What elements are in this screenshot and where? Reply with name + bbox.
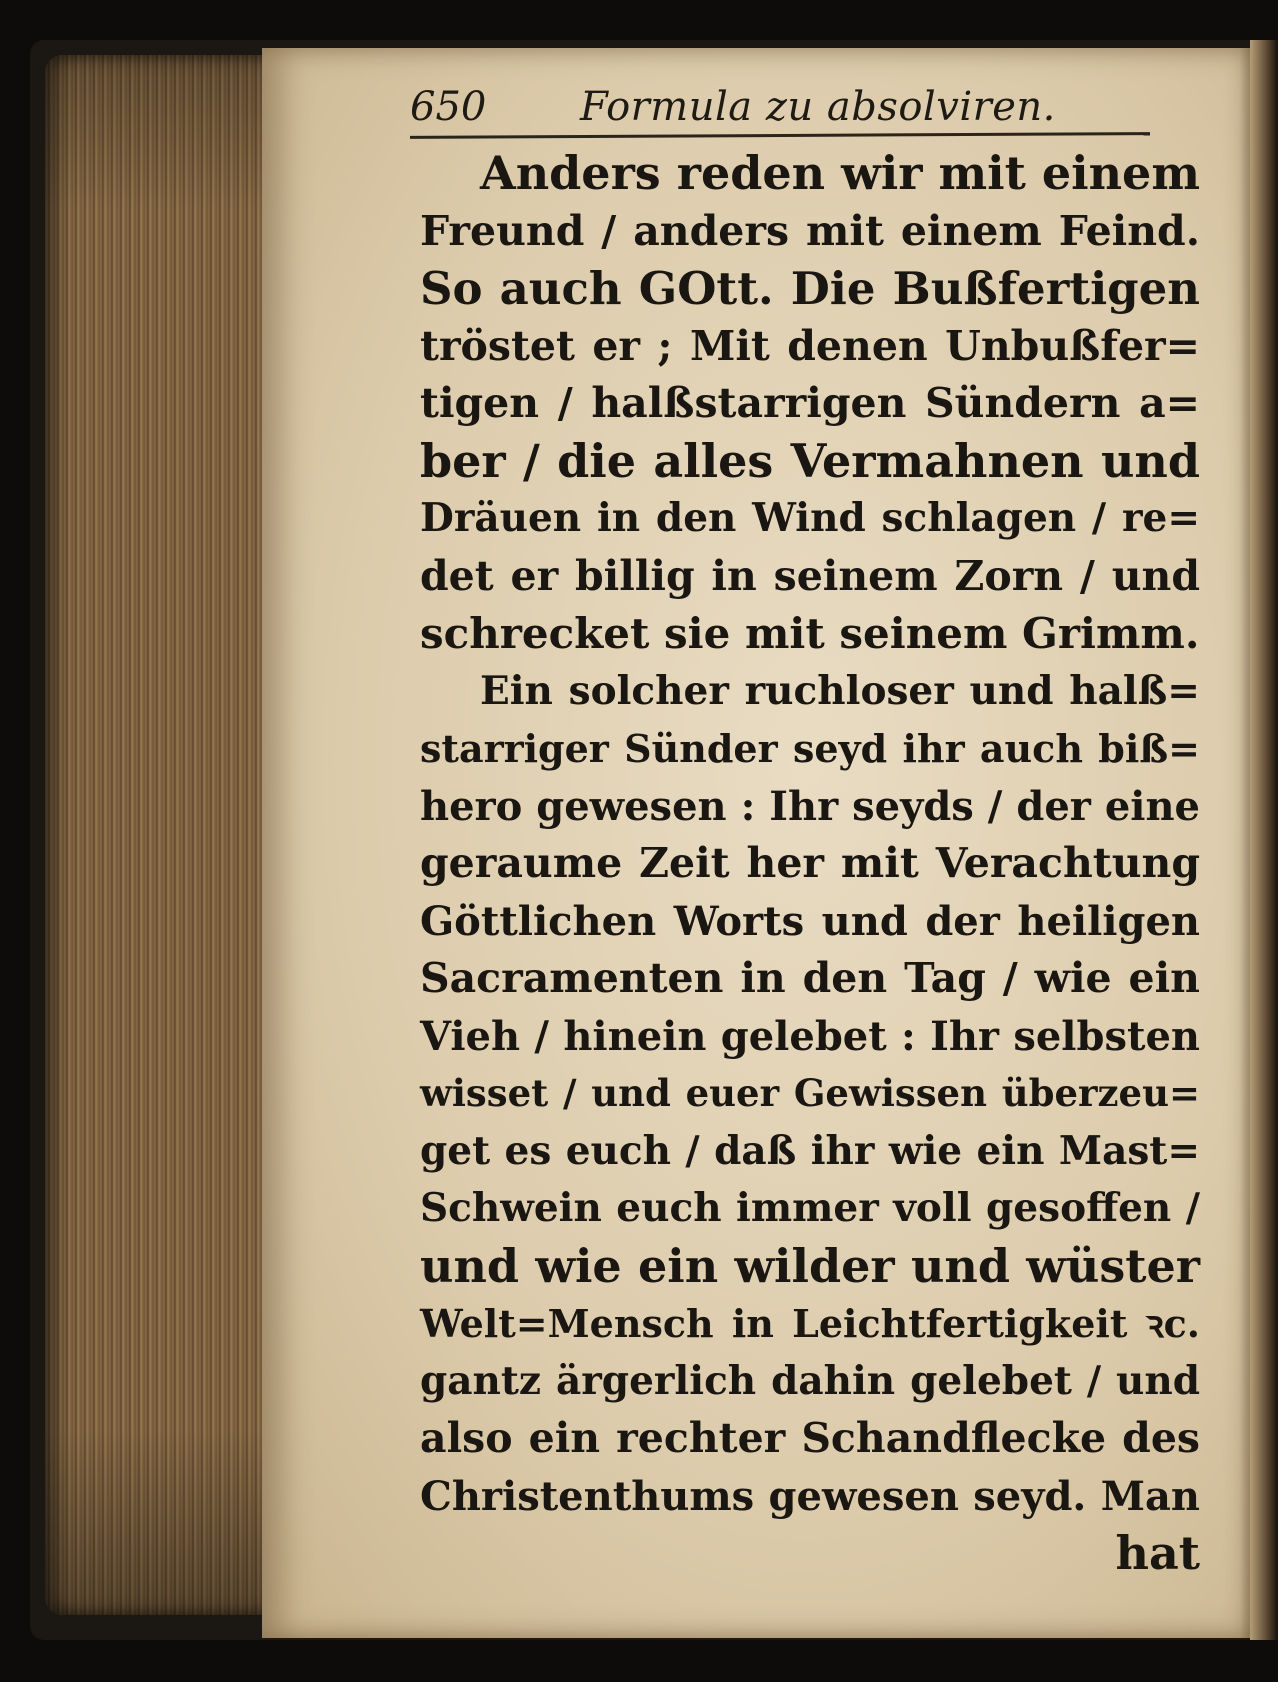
text-line: So auch GOtt. Die Bußfertigen: [420, 262, 1200, 315]
text-line: Freund / anders mit einem Feind.: [420, 206, 1200, 255]
text-line: und wie ein wilder und wüster: [420, 1238, 1200, 1293]
page-header: [410, 78, 1190, 138]
text-line: wisset / und euer Gewissen überzeu=: [420, 1071, 1200, 1115]
text-line: schrecket sie mit seinem Grimm.: [420, 609, 1200, 658]
page-number: 650: [410, 84, 487, 130]
text-line: Welt=Mensch in Leichtfertigkeit ꝛc.: [420, 1301, 1200, 1346]
text-line: Anders reden wir mit einem: [480, 146, 1200, 200]
text-line: Vieh / hinein gelebet : Ihr selbsten: [420, 1012, 1200, 1060]
text-line: Sacramenten in den Tag / wie ein: [420, 954, 1200, 1002]
text-line: tröstet er ; Mit denen Unbußfer=: [420, 321, 1200, 370]
text-line: Dräuen in den Wind schlagen / re=: [420, 495, 1200, 541]
facing-page-edge: [1250, 40, 1278, 1640]
text-line: Ein solcher ruchloser und halß=: [480, 667, 1200, 714]
text-line: also ein rechter Schandflecke des: [420, 1414, 1200, 1462]
text-line: Christenthums gewesen seyd. Man: [420, 1472, 1200, 1520]
text-line: det er billig in seinem Zorn / und: [420, 551, 1200, 600]
text-line: geraume Zeit her mit Verachtung: [420, 839, 1200, 887]
running-title: Formula zu absolviren.: [580, 84, 1056, 130]
text-line: get es euch / daß ihr wie ein Mast=: [420, 1127, 1200, 1174]
text-line: gantz ärgerlich dahin gelebet / und: [420, 1357, 1200, 1404]
text-line: starriger Sünder seyd ihr auch biß=: [420, 726, 1200, 771]
text-line: tigen / halßstarrigen Sündern a=: [420, 379, 1200, 427]
body-text: [420, 145, 1200, 1583]
text-line: Göttlichen Worts und der heiligen: [420, 897, 1200, 945]
text-line: ber / die alles Vermahnen und: [420, 433, 1200, 488]
text-line: Schwein euch immer voll gesoffen /: [420, 1185, 1200, 1231]
text-line: hero gewesen : Ihr seyds / der eine: [420, 782, 1200, 830]
catchword: hat: [1115, 1526, 1200, 1580]
